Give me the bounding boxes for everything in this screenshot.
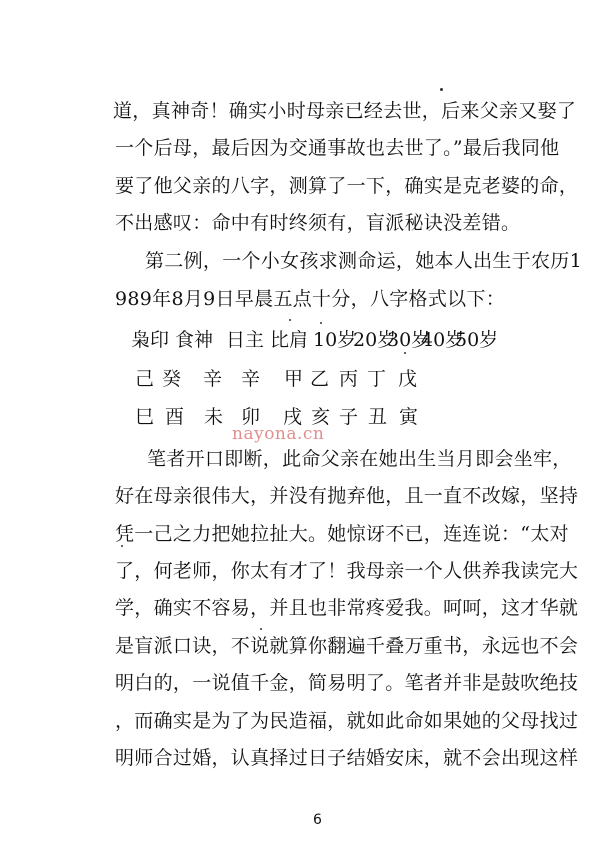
bazi-stem-cell: 甲 <box>284 368 304 390</box>
bazi-stem-cell: 辛 <box>241 368 261 390</box>
text-line-13: 明白的，一说值千金，简易明了。笔者并非是鼓吹绝技 <box>115 672 579 694</box>
text-line-2: 一个后母，最后因为交通事故也去世了。”最后我同他 <box>115 137 560 159</box>
scan-speck <box>289 319 291 321</box>
text-line-4: 不出感叹：命中有时终须有，盲派秘诀没差错。 <box>115 212 521 234</box>
text-line-5: 第二例，一个小女孩求测命运，她本人出生于农历1 <box>145 250 582 272</box>
text-line-9: 凭一己之力把她拉扯大。她惊讶不已，连连说：“太对 <box>115 523 569 545</box>
bazi-header-cell: 食神 <box>175 329 214 351</box>
bazi-stem-cell: 戊 <box>398 368 418 390</box>
bazi-branch-cell: 子 <box>339 406 359 428</box>
scan-speck <box>121 545 123 547</box>
bazi-stem-cell: 乙 <box>310 368 330 390</box>
page-number: 6 <box>313 812 322 828</box>
text-line-10: 了，何老师，你太有才了！我母亲一个人供养我读完大 <box>115 560 579 582</box>
bazi-stem-cell: 丁 <box>367 368 387 390</box>
bazi-header-cell: 20岁 <box>353 329 397 351</box>
bazi-branch-cell: 酉 <box>165 406 185 428</box>
text-line-11: 学，确实不容易，并且也非常疼爱我。呵呵，这才华就 <box>115 597 579 619</box>
text-line-6: 989年8月9日早晨五点十分，八字格式以下： <box>115 288 506 310</box>
text-line-15: 明师合过婚，认真择过日子结婚安床，就不会出现这样 <box>115 747 579 769</box>
bazi-branch-cell: 亥 <box>311 406 331 428</box>
scan-speck <box>260 628 262 630</box>
bazi-header-cell: 50岁 <box>455 329 499 351</box>
bazi-stem-cell: 己 <box>135 368 155 390</box>
text-line-8: 好在母亲很伟大，并没有抛弃他，且一直不改嫁，坚持 <box>115 485 579 507</box>
text-line-12: 是盲派口诀，不说就算你翻遍千叠万重书，永远也不会 <box>115 635 579 657</box>
watermark: nayona.cn <box>232 424 325 444</box>
scan-speck <box>320 322 322 324</box>
bazi-header-cell: 40岁 <box>421 329 465 351</box>
bazi-stem-cell: 辛 <box>203 368 223 390</box>
scan-speck <box>440 88 443 91</box>
bazi-header-cell: 枭印 <box>131 329 170 351</box>
text-line-7: 笔者开口即断，此命父亲在她出生当月即会坐牢， <box>147 448 572 470</box>
bazi-header-cell: 比肩 <box>270 329 309 351</box>
bazi-branch-cell: 戌 <box>283 406 303 428</box>
bazi-stem-cell: 癸 <box>162 368 182 390</box>
bazi-branch-cell: 巳 <box>135 406 155 428</box>
scan-speck <box>404 352 406 354</box>
bazi-branch-cell: 卯 <box>241 406 261 428</box>
text-line-1: 道，真神奇！确实小时母亲已经去世，后来父亲又娶了 <box>113 100 577 122</box>
text-line-14: ，而确实是为了为民造福，就如此命如果她的父母找过 <box>115 710 579 732</box>
bazi-header-cell: 30岁 <box>387 329 431 351</box>
bazi-header-cell: 日主 <box>226 329 265 351</box>
bazi-header-cell: 10岁 <box>313 329 357 351</box>
bazi-branch-cell: 丑 <box>368 406 388 428</box>
bazi-branch-cell: 未 <box>204 406 224 428</box>
bazi-stem-cell: 丙 <box>339 368 359 390</box>
bazi-branch-cell: 寅 <box>399 406 419 428</box>
text-line-3: 要了他父亲的八字，测算了一下，确实是克老婆的命， <box>115 175 579 197</box>
